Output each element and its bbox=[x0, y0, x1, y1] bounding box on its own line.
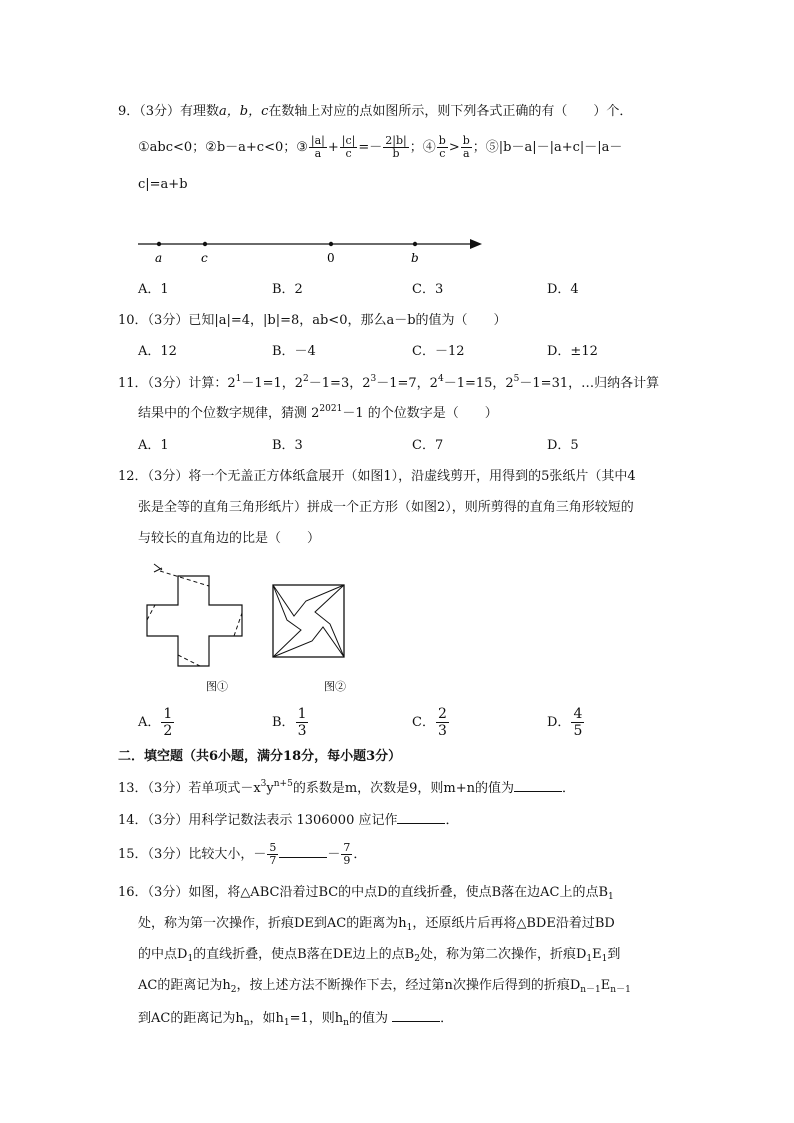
fraction: $\frac{2|b|}{b}$ bbox=[385, 134, 407, 160]
fraction: $\frac{|a|}{a}$ bbox=[310, 134, 325, 160]
axis-label-a: a bbox=[155, 251, 163, 265]
q10-option-d: D．±12 bbox=[547, 344, 598, 359]
q12-line3: 与较长的直角边的比是（ ） bbox=[138, 531, 321, 546]
q12-figures bbox=[140, 558, 370, 698]
q11-line2: 结果中的个位数字规律，猜测 $2^{2021}-1$ 的个位数字是（ ） bbox=[138, 404, 498, 421]
answer-blank bbox=[392, 1009, 440, 1022]
section-heading: 二．填空题（共6小题，满分18分，每小题3分） bbox=[118, 749, 402, 764]
axis-label-0: 0 bbox=[327, 251, 335, 265]
fig1-label: 图① bbox=[206, 680, 228, 693]
q11-line1: 11．（3分）计算：$2^1-1=1$，$2^2-1=3$，$2^3-1=7$，$2^4-1=15$，$2^5-1=31$，…归纳各计算 bbox=[118, 374, 660, 391]
q11-option-b: B．3 bbox=[272, 438, 303, 453]
q10-option-a: A．12 bbox=[138, 344, 177, 359]
q9-stem: 9．（3分）有理数a，b，c在数轴上对应的点如图所示，则下列各式正确的有（ ）个． bbox=[118, 104, 633, 119]
q12-option-c: C． $\frac{2}{3}$ bbox=[412, 706, 447, 739]
q9-option-d: D．4 bbox=[547, 282, 579, 297]
q10-option-b: B．－4 bbox=[272, 344, 316, 359]
axis-label-c: c bbox=[201, 251, 208, 265]
q12-option-b: B． $\frac{1}{3}$ bbox=[272, 706, 307, 739]
number-line bbox=[130, 232, 490, 267]
q9-item5-cont: c|=a+b bbox=[138, 177, 188, 192]
fraction: $\frac{|c|}{c}$ bbox=[341, 134, 356, 160]
arrow-icon bbox=[470, 239, 482, 249]
q16-line5: 到AC的距离记为$h_n$，如$h_1=1$，则$h_n$的值为 ． bbox=[138, 1011, 454, 1028]
q11-option-d: D．5 bbox=[547, 438, 579, 453]
axis-label-b: b bbox=[411, 251, 419, 265]
q11-option-a: A．1 bbox=[138, 438, 169, 453]
fraction: $\frac{b}{c}$ bbox=[438, 134, 446, 160]
q9-items: ①abc<0；②b－a+c<0；③ $\frac{|a|}{a}$ + $\frac{|c|}{c}$ =－ $\frac{2|b|}{b}$ ；④ $\frac{b}{c}$ > $\frac{b}{a}$ ；⑤|b－a|－|a+c|－|a－ bbox=[138, 134, 623, 160]
q14: 14．（3分）用科学记数法表示 1306000 应记作 ． bbox=[118, 813, 459, 828]
answer-blank bbox=[397, 811, 445, 824]
q12-option-d: D． $\frac{4}{5}$ bbox=[547, 706, 583, 739]
answer-blank bbox=[279, 845, 327, 858]
q16-line4: AC的距离记为$h_2$，按上述方法不断操作下去，经过第n次操作后得到的折痕$D_{n-1}E_{n-1}$ bbox=[138, 978, 631, 995]
square-figure bbox=[273, 585, 344, 657]
q16-line2: 处，称为第一次操作，折痕DE到AC的距离为$h_1$，还原纸片后再将△BDE沿着过BD bbox=[138, 916, 615, 933]
q16-line3: 的中点$D_1$的直线折叠，使点B落在DE边上的点$B_2$处，称为第二次操作，折痕$D_1E_1$到 bbox=[138, 947, 621, 964]
q11-option-c: C．7 bbox=[412, 438, 444, 453]
q13: 13．（3分）若单项式$-x^3y^{n+5}$的系数是m，次数是9，则m+n的值为 ． bbox=[118, 779, 576, 796]
q9-option-c: C．3 bbox=[412, 282, 444, 297]
cross-net-figure bbox=[147, 564, 242, 666]
q15: 15．（3分）比较大小，－ $\frac{5}{7}$ － $\frac{7}{9}$ ． bbox=[118, 841, 367, 867]
q12-option-a: A． $\frac{1}{2}$ bbox=[138, 706, 173, 739]
q9-option-a: A．1 bbox=[138, 282, 169, 297]
q9-option-b: B．2 bbox=[272, 282, 303, 297]
q10-stem: 10．（3分）已知|a|=4，|b|=8，ab<0，那么a－b的值为（ ） bbox=[118, 313, 507, 328]
fig2-label: 图② bbox=[324, 680, 346, 693]
fraction: $\frac{b}{a}$ bbox=[462, 134, 470, 160]
q16-line1: 16．（3分）如图，将△ABC沿着过BC的中点D的直线折叠，使点B落在边AC上的点$B_1$ bbox=[118, 885, 614, 902]
answer-blank bbox=[514, 779, 562, 792]
q12-line2: 张是全等的直角三角形纸片）拼成一个正方形（如图2），则所剪得的直角三角形较短的 bbox=[138, 500, 634, 515]
q12-line1: 12．（3分）将一个无盖正方体纸盒展开（如图1），沿虚线剪开，用得到的5张纸片（其中4 bbox=[118, 469, 636, 484]
q10-option-c: C．－12 bbox=[412, 344, 465, 359]
